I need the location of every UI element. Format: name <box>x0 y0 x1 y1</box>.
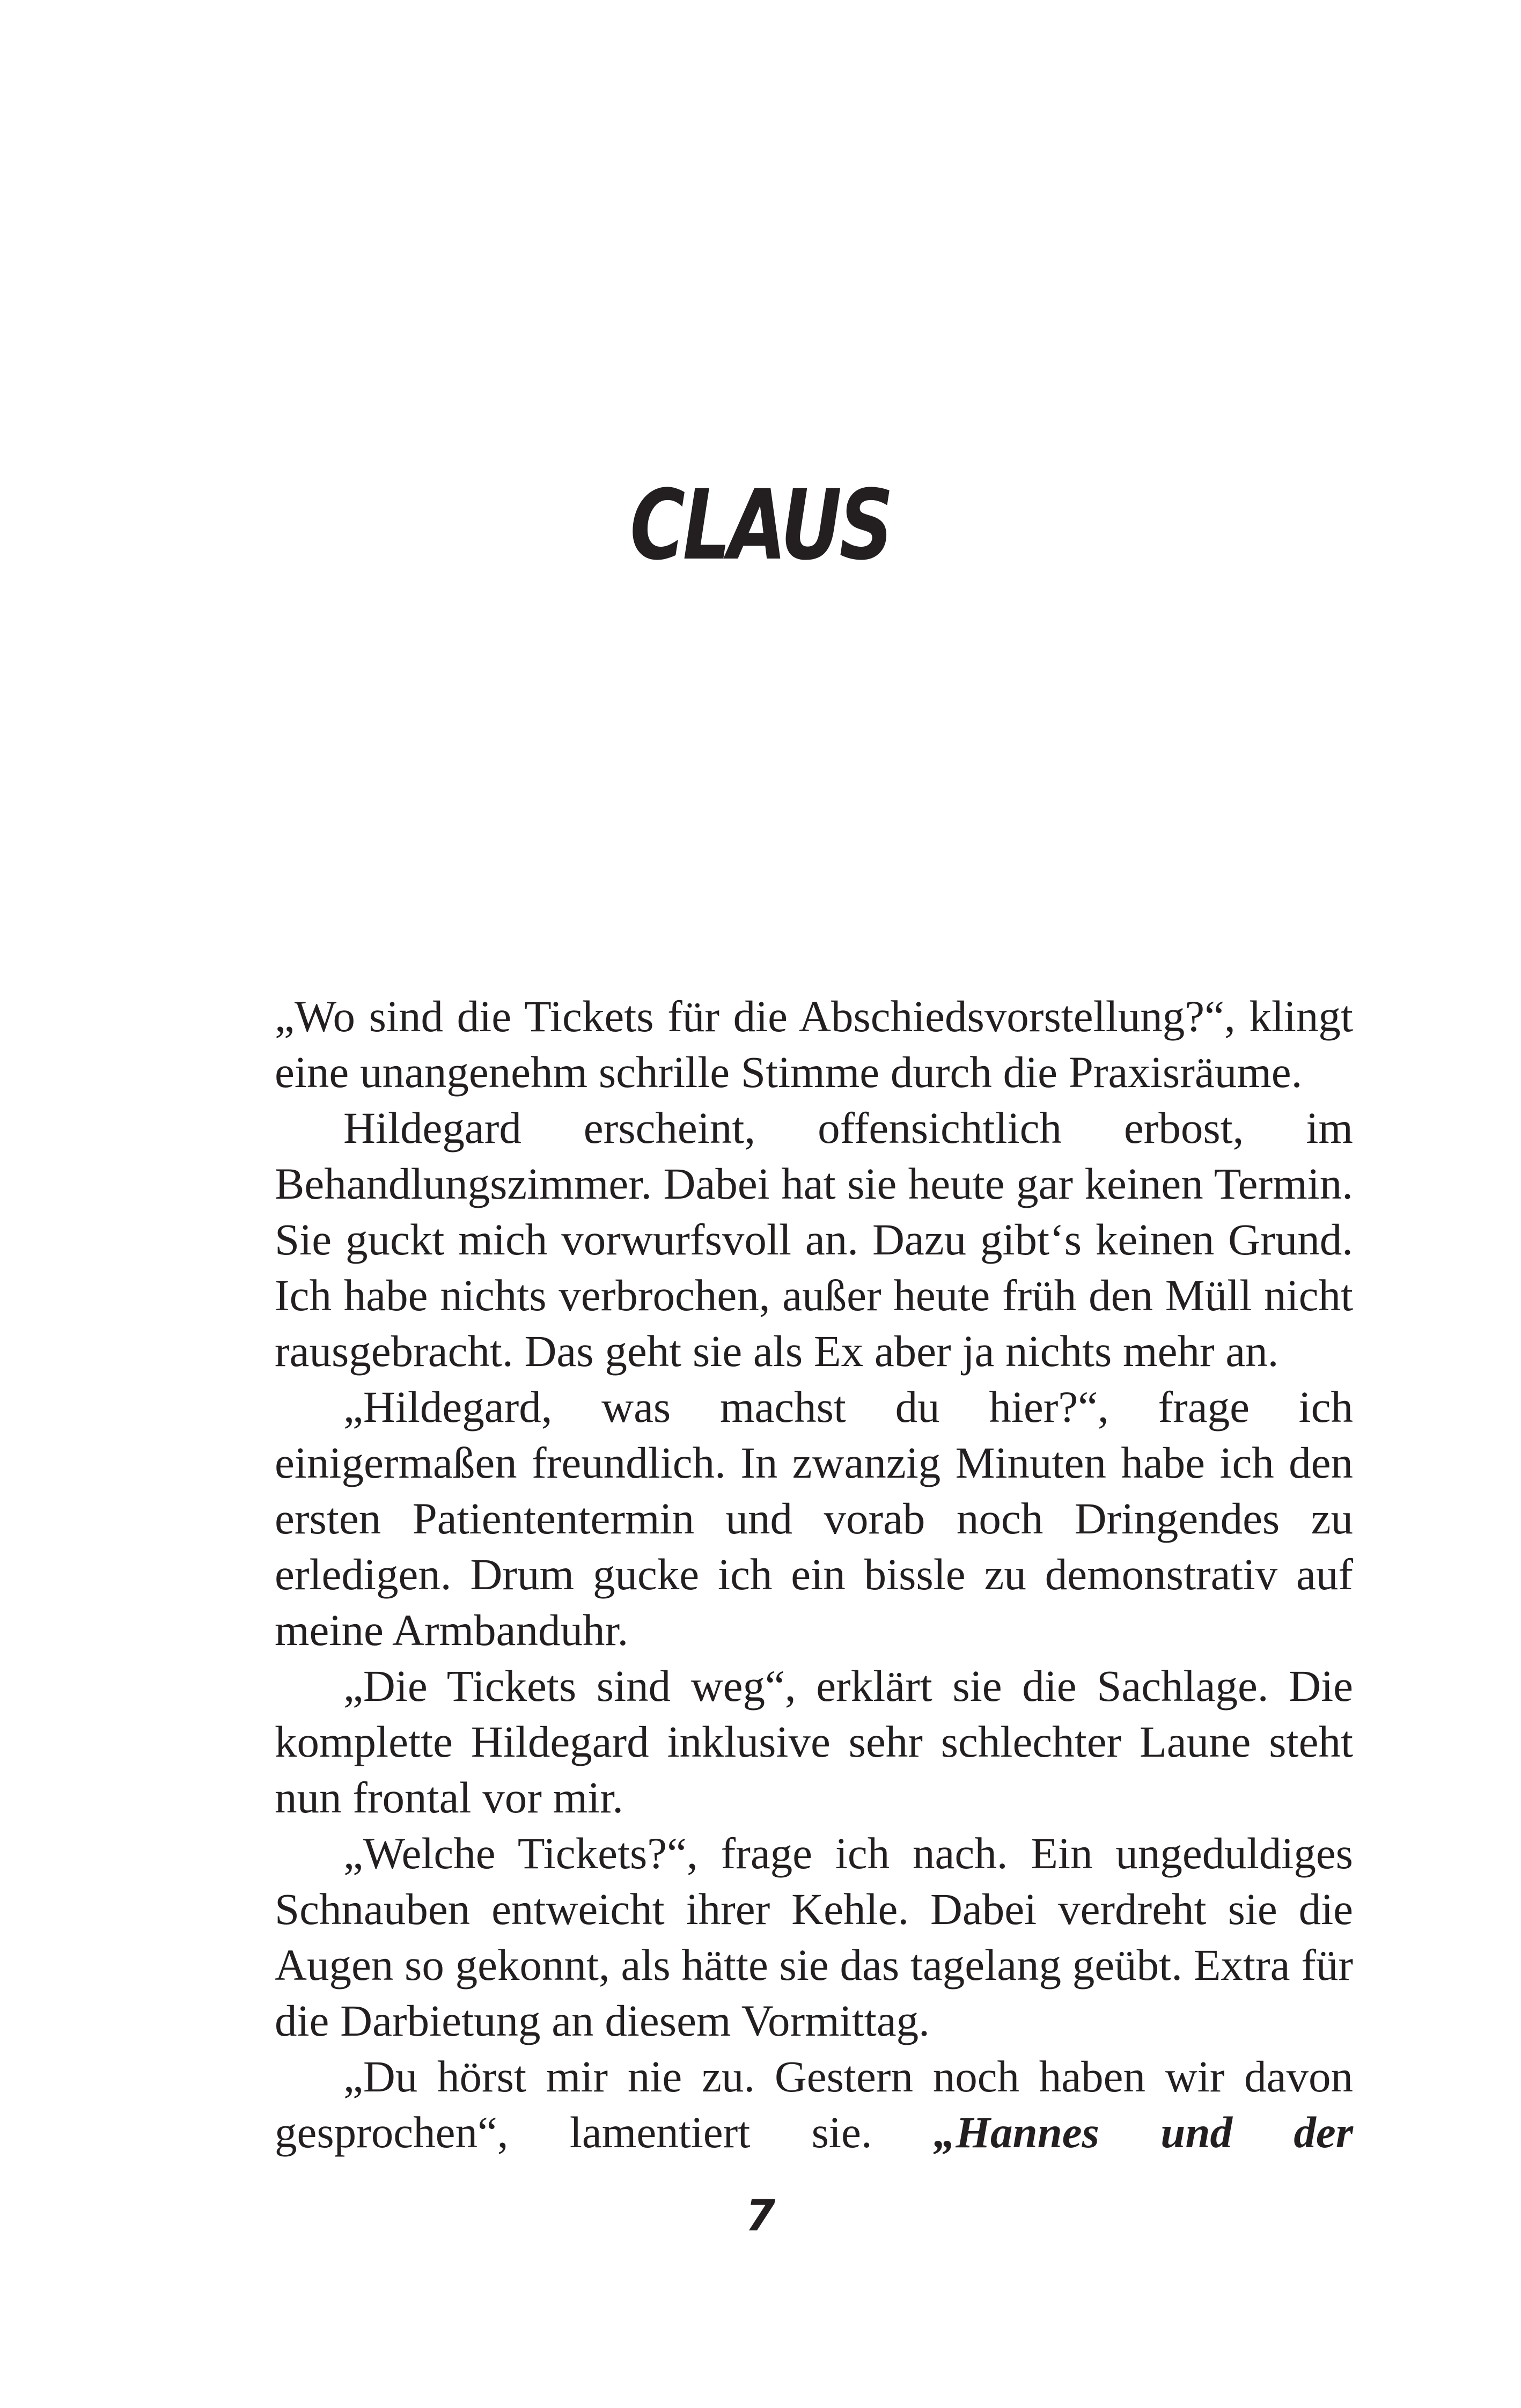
paragraph: „Hildegard, was machst du hier?“, frage ich einigermaßen freundlich. In zwanzig Minuten habe ich den ersten Patiententermin und vorab noch Dringendes zu erledigen. Drum gucke ich ein bissle zu demonstrativ auf meine Armbanduhr. <box>275 1382 1353 1655</box>
paragraph: Hildegard erscheint, offensichtlich erbost, im Behandlungszimmer. Dabei hat sie heute gar keinen Termin. Sie guckt mich vorwurfsvoll an. Dazu gibt‘s keinen Grund. Ich habe nichts verbrochen, außer heute früh den Müll nicht rausgebracht. Das geht sie als Ex aber ja nichts mehr an. <box>275 1103 1353 1376</box>
body-text <box>275 988 1353 2160</box>
emphasized-title: „Hannes und der <box>933 2108 1353 2157</box>
paragraph: „Welche Tickets?“, frage ich nach. Ein ungeduldiges Schnauben entweicht ihrer Kehle. Dabei verdreht sie die Augen so gekonnt, als hätte sie das tagelang geübt. Extra für die Darbietung an diesem Vormittag. <box>275 1829 1353 2045</box>
paragraph: „Wo sind die Tickets für die Abschiedsvorstellung?“, klingt eine unangenehm schrille Stimme durch die Praxisräume. <box>275 992 1353 1097</box>
chapter-title: CLAUS <box>630 469 891 582</box>
paragraph-last <box>275 2049 1353 2160</box>
paragraph: „Die Tickets sind weg“, erklärt sie die Sachlage. Die komplette Hildegard inklusive sehr schlechter Laune steht nun frontal vor mir. <box>275 1661 1353 1822</box>
page-number: 7 <box>745 2191 776 2241</box>
paragraph-text: „Du hörst mir nie zu. Gestern noch haben wir davon gesprochen“, lamentiert sie. <box>275 2052 1353 2157</box>
